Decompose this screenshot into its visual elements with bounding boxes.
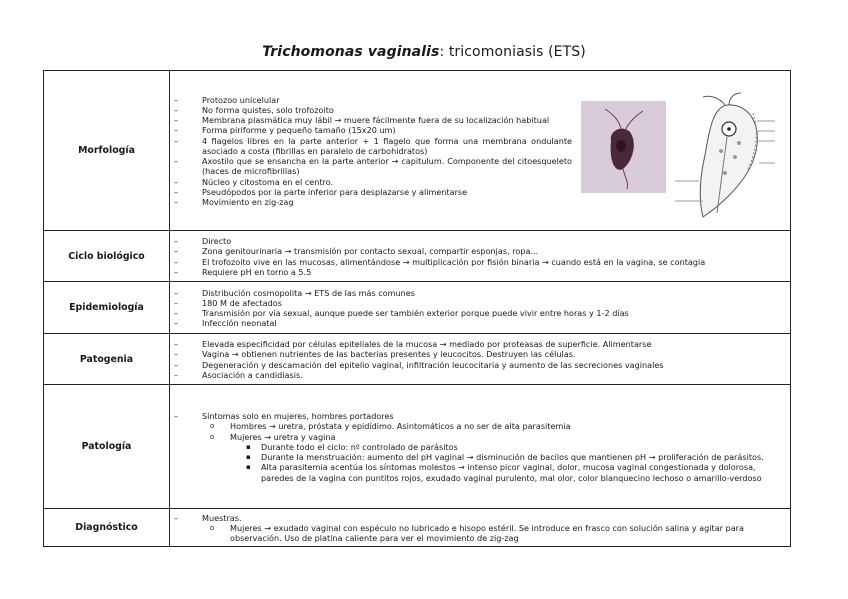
heading-ciclo-biologico: Ciclo biológico bbox=[44, 231, 170, 282]
heading-diagnostico: Diagnóstico bbox=[44, 509, 170, 547]
list-ciclo-biologico bbox=[174, 236, 784, 277]
list-item: – Asociación a candidiasis. bbox=[174, 370, 784, 380]
content-ciclo-biologico bbox=[170, 231, 791, 282]
list-item: – Distribución cosmopolita → ETS de las más comunes bbox=[174, 288, 784, 298]
list-item: ▪ Durante todo el ciclo: nº controlado de parásitos bbox=[174, 442, 784, 452]
list-item: – Protozoo unicelular bbox=[174, 95, 572, 105]
heading-morfologia: Morfología bbox=[44, 71, 170, 231]
list-item: – Vagina → obtienen nutrientes de las bacterias presentes y leucocitos. Destruyen las células. bbox=[174, 349, 784, 359]
list-item: ▪ Durante la menstruación: aumento del pH vaginal → disminución de bacilos que mantienen pH → proliferación de parásitos. bbox=[174, 452, 784, 462]
list-patologia bbox=[174, 411, 784, 482]
content-epidemiologia bbox=[170, 282, 791, 334]
list-item: o Hombres → uretra, próstata y epidídimo. Asintomáticos a no ser de alta parasitemia bbox=[174, 421, 784, 431]
list-item: – Movimiento en zig-zag bbox=[174, 197, 572, 207]
heading-patogenia: Patogenia bbox=[44, 334, 170, 385]
heading-patologia: Patología bbox=[44, 385, 170, 509]
list-item: – No forma quistes, solo trofozoito bbox=[174, 105, 572, 115]
list-item: – Degeneración y descamación del epitelio vaginal, infiltración leucocitaria y aumento de las secreciones vaginales bbox=[174, 360, 784, 370]
row-patologia bbox=[44, 385, 791, 509]
list-diagnostico bbox=[174, 513, 784, 544]
row-diagnostico bbox=[44, 509, 791, 547]
list-item: – Requiere pH en torno a 5.5 bbox=[174, 267, 784, 277]
heading-epidemiologia: Epidemiología bbox=[44, 282, 170, 334]
row-epidemiologia bbox=[44, 282, 791, 334]
list-item: – Síntomas solo en mujeres, hombres portadores bbox=[174, 411, 784, 421]
list-item: o Mujeres → uretra y vagina bbox=[174, 432, 784, 442]
title-species: Trichomonas vaginalis bbox=[262, 44, 440, 60]
summary-table bbox=[43, 70, 791, 547]
list-item: – Axostilo que se ensancha en la parte anterior → capitulum. Componente del citoesqueleto (haces de microfibrillas) bbox=[174, 156, 572, 176]
list-item: – Infección neonatal bbox=[174, 318, 784, 328]
row-patogenia bbox=[44, 334, 791, 385]
trichomonas-diagram bbox=[669, 91, 791, 221]
list-item: – Membrana plasmática muy lábil → muere fácilmente fuera de su localización habitual bbox=[174, 115, 572, 125]
list-item: – 180 M de afectados bbox=[174, 298, 784, 308]
list-item: o Mujeres → exudado vaginal con espéculo no lubricado e hisopo estéril. Se introduce en frasco con solución salina y agitar para observación. Uso de platina caliente para ver el movimiento de zig-zag bbox=[174, 523, 784, 543]
content-patogenia bbox=[170, 334, 791, 385]
list-item: – Zona genitourinaria → transmisión por contacto sexual, compartir esponjas, ropa... bbox=[174, 246, 784, 256]
content-diagnostico bbox=[170, 509, 791, 547]
row-morfologia bbox=[44, 71, 791, 231]
list-item: – Directo bbox=[174, 236, 784, 246]
list-patogenia bbox=[174, 339, 784, 380]
list-morfologia bbox=[174, 95, 572, 207]
content-patologia bbox=[170, 385, 791, 509]
list-item: ▪ Alta parasitemia acentúa los síntomas molestos → intenso picor vaginal, dolor, mucosa vaginal congestionada y dolorosa, paredes de la vagina con puntitos rojos, exudado vaginal purulento, mal olor, color blanquecino lechoso o amarillo-verdoso bbox=[174, 462, 784, 482]
list-item: – El trofozoito vive en las mucosas, alimentándose → multiplicación por fisión binaria → cuando está en la vagina, se contagia bbox=[174, 257, 784, 267]
list-item: – Núcleo y citostoma en el centro. bbox=[174, 177, 572, 187]
list-item: – Pseudópodos por la parte inferior para desplazarse y alimentarse bbox=[174, 187, 572, 197]
page-title bbox=[0, 44, 848, 60]
list-item: – Transmisión por vía sexual, aunque puede ser también exterior porque puede vivir entre horas y 1-2 días bbox=[174, 308, 784, 318]
list-item: – Forma piriforme y pequeño tamaño (15x20 um) bbox=[174, 125, 572, 135]
list-epidemiologia bbox=[174, 288, 784, 329]
list-item: – 4 flagelos libres en la parte anterior + 1 flagelo que forma una membrana ondulante asociado a costa (fibrillas en paralelo de carbohidratos) bbox=[174, 136, 572, 156]
content-morfologia bbox=[170, 71, 791, 231]
list-item: – Muestras. bbox=[174, 513, 784, 523]
microscope-photo bbox=[581, 101, 666, 193]
list-item: – Elevada especificidad por células epiteliales de la mucosa → mediado por proteasas de superficie. Alimentarse bbox=[174, 339, 784, 349]
row-ciclo-biologico bbox=[44, 231, 791, 282]
title-disease: : tricomoniasis (ETS) bbox=[439, 44, 586, 60]
